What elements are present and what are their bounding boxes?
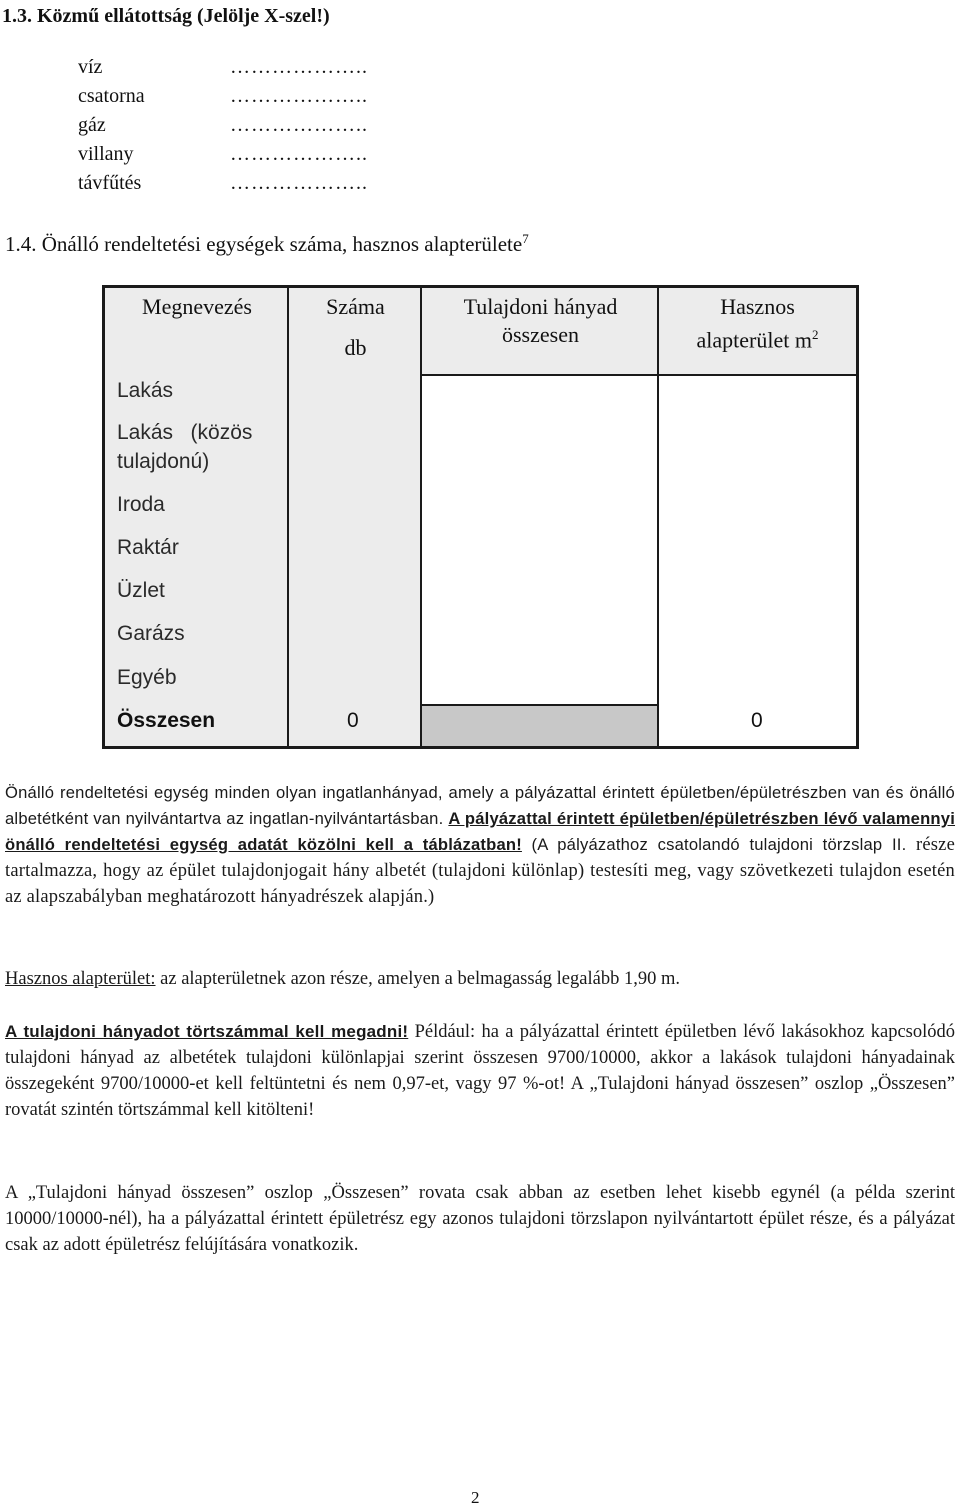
share-total-cell <box>422 704 657 746</box>
page-number: 2 <box>471 1488 480 1507</box>
header-m2-sup: 2 <box>811 327 819 342</box>
header-alapterulet-text: alapterület m <box>696 327 812 353</box>
utility-checkbox-csatorna[interactable]: ……………….. <box>230 85 368 107</box>
paragraph-useful-area <box>5 966 955 992</box>
useful-area-term: Hasznos alapterület: <box>5 969 156 989</box>
total-area[interactable]: 0 <box>751 709 763 732</box>
units-definition-text: Önálló rendeltetési egység minden olyan ingatlanhányad, amely a pályázattal érintett épületben/épületrészben van és önálló albetétként van nyilvántartva az ingatlan-nyilvántartásban. <box>5 783 955 828</box>
section-1-4-heading-text: 1.4. Önálló rendeltetési egységek száma, hasznos alapterülete <box>5 232 523 256</box>
table-col-area <box>659 288 856 746</box>
row-iroda: Iroda <box>117 493 165 516</box>
units-requirement-text: A pályázattal érintett épületben/épületrészben lévő valamennyi önálló rendeltetési egység adatát közölni kell a táblázatban! <box>5 809 956 854</box>
section-1-4-heading <box>5 231 529 257</box>
row-lakas: Lakás <box>117 379 174 402</box>
header-osszesen: összesen <box>502 322 579 347</box>
row-raktar: Raktár <box>117 536 179 559</box>
footnote-marker: 7 <box>522 231 529 246</box>
header-divider <box>422 374 856 376</box>
row-egyeb: Egyéb <box>117 666 177 689</box>
utility-checkbox-tavfutes[interactable]: ……………….. <box>230 172 368 194</box>
header-szama: Száma <box>326 294 385 319</box>
fraction-rule-example: Például: ha a pályázattal érintett épületben lévő lakásokhoz kapcsolódó tulajdoni hányad az albetétek tulajdoni különlapjai szerint összesen 9700/10000, akkor a lakások tulajdoni hányadainak összegeként 9700/10000-et kell feltüntetni és nem 0,97-et, vagy 97 %-ot! A „Tulajdoni hányad összesen” oszlop „Összesen” rovatát szintén törtszámmal kell kitölteni! <box>5 1022 955 1120</box>
row-lakas-kozos-line2: tulajdonú) <box>117 450 210 473</box>
header-hasznos: Hasznos <box>720 294 795 319</box>
utility-checkbox-gaz[interactable]: ……………….. <box>230 114 368 136</box>
utility-label-gaz: gáz <box>78 114 106 136</box>
total-count[interactable]: 0 <box>347 709 359 732</box>
utility-label-villany: villany <box>78 143 134 165</box>
units-registry-note-rest: része tartalmazza, hogy az épület tulajdonjogait hány albetét (tulajdoni különlap) testesíti meg, vagy szövetkezeti tulajdon esetén az alapszabályban meghatározott hányadrészek alapján.) <box>5 835 956 907</box>
header-megnevezes: Megnevezés <box>142 294 252 319</box>
utility-checkbox-villany[interactable]: ……………….. <box>230 143 368 165</box>
header-tulajdoni-hanyad: Tulajdoni hányad <box>463 294 618 319</box>
header-alapterulet <box>659 321 856 354</box>
useful-area-definition: az alapterületnek azon része, amelyen a belmagasság legalább 1,90 m. <box>160 969 680 989</box>
paragraph-units-definition <box>5 780 955 910</box>
utility-label-csatorna: csatorna <box>78 85 145 107</box>
paragraph-fraction-rule <box>5 1019 955 1123</box>
units-table <box>102 285 859 749</box>
table-col-share <box>422 288 659 746</box>
fraction-rule-heading: A tulajdoni hányadot törtszámmal kell megadni! <box>5 1022 409 1041</box>
row-garazs: Garázs <box>117 622 185 645</box>
utility-label-viz: víz <box>78 56 103 78</box>
row-osszesen: Összesen <box>117 709 216 732</box>
paragraph-total-share-exception: A „Tulajdoni hányad összesen” oszlop „Összesen” rovata csak abban az esetben lehet kisebb egynél (a példa szerint 10000/10000-nél), ha a pályázattal érintett épületrész egy azonos tulajdoni törzslapon nyilvántartott épület része, és a pályázat csak az adott épületrész felújítására vonatkozik. <box>5 1183 955 1255</box>
section-1-3-heading: 1.3. Közmű ellátottság (Jelölje X-szel!) <box>2 5 330 27</box>
header-db: db <box>344 335 367 360</box>
utility-checkbox-viz[interactable]: ……………….. <box>230 56 368 78</box>
utility-label-tavfutes: távfűtés <box>78 172 142 194</box>
row-uzlet: Üzlet <box>117 579 165 602</box>
units-registry-note: (A pályázathoz csatolandó tulajdoni törzslap II. <box>531 835 907 854</box>
row-lakas-kozos-line1: Lakás (közös <box>117 421 253 444</box>
